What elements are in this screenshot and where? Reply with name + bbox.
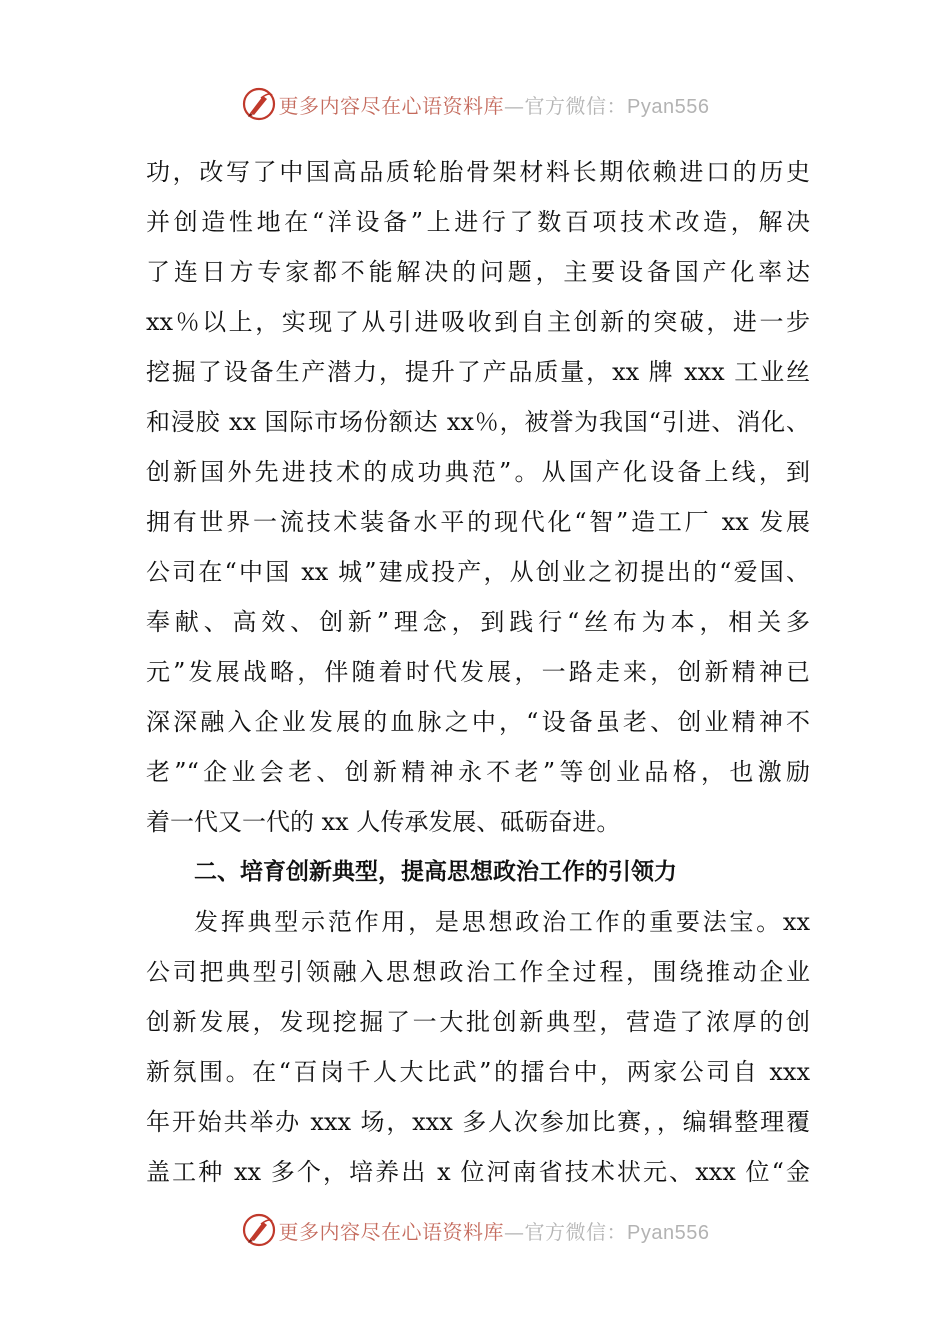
paragraph-line: 并创造性地在“洋设备”上进行了数百项技术改造，解决 — [146, 208, 810, 236]
watermark-wechat-id: Pyan556 — [627, 1221, 710, 1244]
paragraph-line: 奉献、高效、创新”理念，到践行“丝布为本，相关多 — [146, 608, 810, 636]
paragraph-line: 元”发展战略，伴随着时代发展，一路走来，创新精神已 — [146, 658, 810, 686]
paragraph-line: 公司在“中国 xx 城”建成投产，从创业之初提出的“爱国、 — [146, 558, 810, 586]
pen-logo-icon — [241, 86, 277, 122]
section-heading: 二、培育创新典型，提高思想政治工作的引领力 — [194, 859, 677, 885]
paragraph-line: 公司把典型引领融入思想政治工作全过程，围绕推动企业 — [146, 958, 810, 986]
header-watermark-banner — [0, 82, 950, 126]
footer-watermark-banner — [0, 1208, 950, 1252]
paragraph-line: 挖掘了设备生产潜力，提升了产品质量，xx 牌 xxx 工业丝 — [146, 358, 810, 386]
paragraph-line: 了连日方专家都不能解决的问题，主要设备国产化率达 — [146, 258, 810, 286]
paragraph-line: 和浸胶 xx 国际市场份额达 xx％，被誉为我国“引进、消化、 — [146, 408, 810, 436]
watermark-site-name: 更多内容尽在心语资料库 — [278, 1219, 505, 1244]
paragraph-line: 年开始共举办 xxx 场，xxx 多人次参加比赛，，编辑整理覆 — [146, 1108, 810, 1136]
paragraph-line: 着一代又一代的 xx 人传承发展、砥砺奋进。 — [146, 808, 621, 836]
pen-logo-icon — [241, 1212, 277, 1248]
paragraph-line: 创新国外先进技术的成功典范”。从国产化设备上线，到 — [146, 458, 810, 486]
paragraph-line: 老”“企业会老、创新精神永不老”等创业品格，也激励 — [146, 758, 810, 786]
watermark-site-name: 更多内容尽在心语资料库 — [278, 93, 505, 118]
paragraph-line: 功，改写了中国高品质轮胎骨架材料长期依赖进口的历史 — [146, 158, 810, 186]
paragraph-line: xx％以上，实现了从引进吸收到自主创新的突破，进一步 — [146, 308, 810, 336]
paragraph-line: 深深融入企业发展的血脉之中，“设备虽老、创业精神不 — [146, 708, 810, 736]
paragraph-line: 盖工种 xx 多个，培养出 x 位河南省技术状元、xxx 位“金 — [146, 1158, 810, 1186]
paragraph-line: 新氛围。在“百岗千人大比武”的擂台中，两家公司自 xxx — [146, 1058, 810, 1086]
header-watermark-text — [279, 90, 710, 119]
watermark-wechat-id: Pyan556 — [627, 95, 710, 118]
watermark-wechat-label: —官方微信： — [504, 1219, 628, 1244]
watermark-wechat-label: —官方微信： — [504, 93, 628, 118]
footer-watermark-text — [279, 1216, 710, 1245]
paragraph-line: 发挥典型示范作用，是思想政治工作的重要法宝。xx — [194, 908, 810, 936]
paragraph-line: 创新发展，发现挖掘了一大批创新典型，营造了浓厚的创 — [146, 1008, 810, 1036]
document-body — [146, 147, 810, 1197]
paragraph-line: 拥有世界一流技术装备水平的现代化“智”造工厂 xx 发展 — [146, 508, 810, 536]
